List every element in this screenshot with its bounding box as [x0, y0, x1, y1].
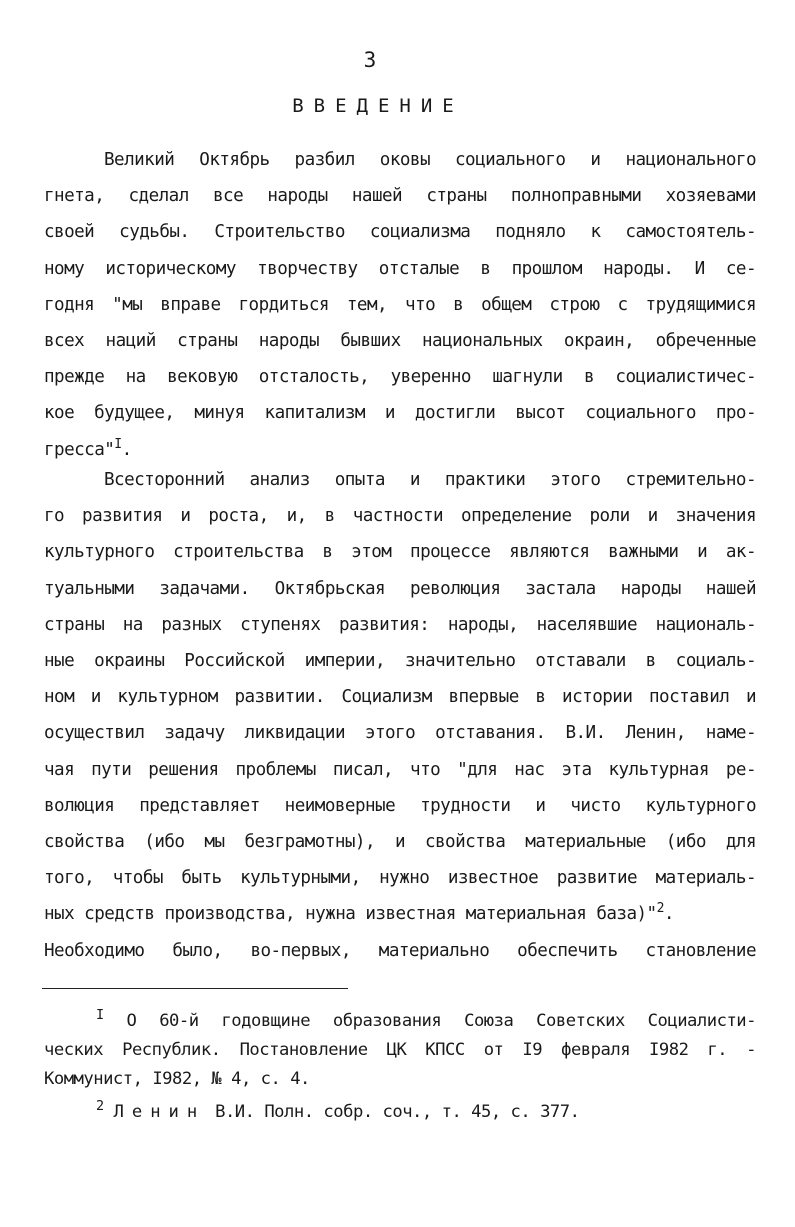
- text-line: Всесторонний анализ опыта и практики этого стремительно-: [104, 470, 756, 490]
- footnote-text: В.И. Полн. собр. соч., т. 45, с. 377.: [205, 1102, 580, 1122]
- footnote-marker: I: [96, 1007, 104, 1023]
- footnote-1: [44, 1007, 756, 1094]
- footnote-reference-2: 2: [656, 901, 664, 917]
- footnote-divider: [42, 988, 348, 989]
- footnote-line: ческих Республик. Постановление ЦК КПСС от I9 февраля I982 г. -: [44, 1040, 756, 1060]
- footnote-text: О 60-й годовщине образования Союза Советских Социалисти-: [103, 1011, 756, 1031]
- text-line-content: ных средств производства, нужна известная материальная база)": [44, 904, 657, 925]
- text-line: годня "мы вправе гордиться тем, что в общем строю с трудящимися: [44, 294, 756, 315]
- footnote-line: Коммунист, I982, № 4, с. 4.: [44, 1069, 310, 1089]
- text-line: туальными задачами. Октябрьская революция застала народы нашей: [44, 578, 756, 599]
- text-line-content: гресса": [44, 439, 115, 460]
- text-line: го развития и роста, и, в частности определение роли и значения: [44, 506, 756, 527]
- text-line: свойства (ибо мы безграмотны), и свойства материальные (ибо для: [44, 832, 756, 853]
- text-line: Необходимо было, во-первых, материально обеспечить становление: [44, 940, 756, 961]
- text-line: того, чтобы быть культурными, нужно известное развитие материаль-: [44, 868, 756, 889]
- paragraph-intro: [44, 142, 756, 468]
- text-line: ном и культурном развитии. Социализм впервые в истории поставил и: [44, 687, 756, 708]
- text-line: волюция представляет неимоверные трудности и чисто культурного: [44, 795, 756, 816]
- text-line: прежде на вековую отсталость, уверенно шагнули в социалистичес-: [44, 367, 756, 388]
- page-number: 3: [363, 48, 377, 72]
- footnote-2: [44, 1098, 756, 1127]
- text-line: чая пути решения проблемы писал, что "для нас эта культурная ре-: [44, 759, 756, 780]
- text-line: ные окраины Российской империи, значительно отставали в социаль-: [44, 651, 756, 672]
- text-line: ному историческому творчеству отсталые в прошлом народы. И се-: [44, 258, 756, 279]
- page-title: ВВЕДЕНИЕ: [292, 95, 464, 117]
- footnote-marker: 2: [96, 1098, 104, 1114]
- text-line: своей судьбы. Строительство социализма подняло к самостоятель-: [44, 222, 756, 243]
- footnote-reference-1: I: [114, 436, 122, 452]
- text-line: кое будущее, минуя капитализм и достигли высот социального про-: [44, 403, 756, 424]
- text-line: культурного строительства в этом процессе являются важными и ак-: [44, 542, 756, 563]
- text-line: осуществил задачу ликвидации этого отставания. В.И. Ленин, наме-: [44, 723, 756, 744]
- text-line: гнета, сделал все народы нашей страны полноправными хозяевами: [44, 186, 756, 207]
- footnote-line: [44, 1098, 756, 1127]
- text-line: Великий Октябрь разбил оковы социального и национального: [104, 150, 756, 170]
- text-line: ных средств производства, нужна известная материальная база)"$^2$.: [44, 901, 674, 925]
- footnote-author: Ленин: [113, 1102, 206, 1122]
- text-line: гресса"$^I$.: [44, 436, 132, 460]
- text-line: страны на разных ступенях развития: народы, населявшие националь-: [44, 614, 756, 635]
- paragraph-analysis: [44, 462, 756, 969]
- text-line: всех наций страны народы бывших национальных окраин, обреченные: [44, 331, 756, 352]
- footnote-line: [44, 1007, 756, 1036]
